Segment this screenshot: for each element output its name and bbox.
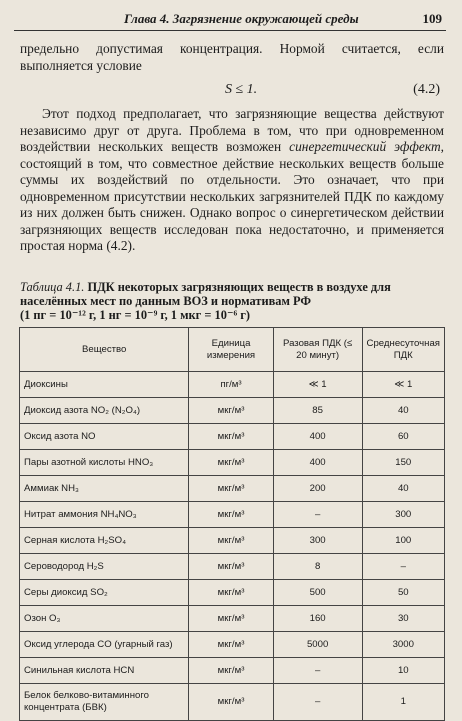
cell-single: 400 bbox=[273, 450, 362, 476]
cell-daily: 40 bbox=[362, 398, 444, 424]
cell-single: – bbox=[273, 658, 362, 684]
table-row bbox=[20, 502, 445, 528]
page-number: 109 bbox=[422, 11, 442, 26]
pdk-table bbox=[19, 327, 445, 721]
running-header bbox=[14, 8, 446, 31]
cell-daily: 150 bbox=[362, 450, 444, 476]
table-row bbox=[20, 606, 445, 632]
cell-single: 400 bbox=[273, 424, 362, 450]
cell-unit: пг/м³ bbox=[189, 372, 273, 398]
cell-unit: мкг/м³ bbox=[189, 476, 273, 502]
cell-single: 8 bbox=[273, 554, 362, 580]
table-row bbox=[20, 372, 445, 398]
table-row bbox=[20, 450, 445, 476]
cell-unit: мкг/м³ bbox=[189, 450, 273, 476]
cell-daily: 30 bbox=[362, 606, 444, 632]
cell-unit: мкг/м³ bbox=[189, 528, 273, 554]
cell-single: 85 bbox=[273, 398, 362, 424]
cell-daily: – bbox=[362, 554, 444, 580]
formula-4-2 bbox=[20, 82, 444, 100]
cell-substance: Белок белково-витаминного концентрата (БВК) bbox=[20, 684, 189, 721]
paragraph-1: предельно допустимая концентрация. Нормой считается, если выполняется условие bbox=[20, 41, 444, 73]
paragraph-2-end: , состоящий в том, что совместное действие нескольких веществ больше суммы их воздействий по отдельности. Это означает, что при одновременном присутствии нескольких загрязнителей ПДК по каждому из них должен быть снижен. Однако вопрос о синергетическом действии загрязняющих веществ исследован пока недостаточно, и применяется простая норма (4.2). bbox=[20, 139, 444, 253]
paragraph-2-start: Этот подход предполагает, что загрязняющие вещества действуют независимо друг от друга. Проблема в том, что при одновременном воздействии нескольких веществ возможен bbox=[20, 106, 444, 154]
cell-single: 160 bbox=[273, 606, 362, 632]
cell-substance: Синильная кислота HCN bbox=[20, 658, 189, 684]
cell-substance: Серная кислота H₂SO₄ bbox=[20, 528, 189, 554]
cell-substance: Озон O₃ bbox=[20, 606, 189, 632]
synergy-term: синергетический эффект bbox=[289, 139, 441, 154]
chapter-title: Глава 4. Загрязнение окружающей среды bbox=[124, 11, 359, 26]
cell-daily: 10 bbox=[362, 658, 444, 684]
cell-single: ≪ 1 bbox=[273, 372, 362, 398]
table-row bbox=[20, 580, 445, 606]
cell-substance: Аммиак NH₃ bbox=[20, 476, 189, 502]
units-note: (1 пг = 10⁻¹² г, 1 нг = 10⁻⁹ г, 1 мкг = 10⁻⁶ г) bbox=[20, 308, 251, 322]
table-row bbox=[20, 476, 445, 502]
cell-unit: мкг/м³ bbox=[189, 580, 273, 606]
cell-substance: Диоксины bbox=[20, 372, 189, 398]
formula-expression: S ≤ 1. bbox=[225, 82, 258, 97]
cell-daily: 300 bbox=[362, 502, 444, 528]
table-title: ПДК некоторых загрязняющих веществ в воздухе для населённых мест по данным ВОЗ и нормативам РФ bbox=[20, 280, 391, 308]
cell-unit: мкг/м³ bbox=[189, 502, 273, 528]
cell-unit: мкг/м³ bbox=[189, 632, 273, 658]
cell-unit: мкг/м³ bbox=[189, 424, 273, 450]
table-row bbox=[20, 684, 445, 721]
table-row bbox=[20, 424, 445, 450]
header-substance: Вещество bbox=[20, 328, 189, 372]
cell-daily: 50 bbox=[362, 580, 444, 606]
cell-daily: 100 bbox=[362, 528, 444, 554]
cell-substance: Диоксид азота NO₂ (N₂O₄) bbox=[20, 398, 189, 424]
table-row bbox=[20, 658, 445, 684]
cell-substance: Сероводород H₂S bbox=[20, 554, 189, 580]
cell-single: – bbox=[273, 502, 362, 528]
cell-unit: мкг/м³ bbox=[189, 658, 273, 684]
table-row bbox=[20, 398, 445, 424]
table-caption bbox=[20, 280, 448, 322]
cell-single: – bbox=[273, 684, 362, 721]
cell-daily: 3000 bbox=[362, 632, 444, 658]
table-row bbox=[20, 554, 445, 580]
cell-substance: Оксид азота NO bbox=[20, 424, 189, 450]
header-unit: Единица измерения bbox=[189, 328, 273, 372]
cell-daily: ≪ 1 bbox=[362, 372, 444, 398]
cell-unit: мкг/м³ bbox=[189, 398, 273, 424]
cell-substance: Нитрат аммония NH₄NO₃ bbox=[20, 502, 189, 528]
table-header-row bbox=[20, 328, 445, 372]
table-row bbox=[20, 632, 445, 658]
cell-substance: Оксид углерода CO (угарный газ) bbox=[20, 632, 189, 658]
cell-unit: мкг/м³ bbox=[189, 606, 273, 632]
cell-substance: Пары азотной кислоты HNO₃ bbox=[20, 450, 189, 476]
paragraph-2 bbox=[20, 106, 444, 255]
table-row bbox=[20, 528, 445, 554]
cell-substance: Серы диоксид SO₂ bbox=[20, 580, 189, 606]
cell-single: 500 bbox=[273, 580, 362, 606]
cell-unit: мкг/м³ bbox=[189, 684, 273, 721]
cell-daily: 1 bbox=[362, 684, 444, 721]
cell-daily: 40 bbox=[362, 476, 444, 502]
formula-number: (4.2) bbox=[413, 82, 440, 97]
cell-single: 200 bbox=[273, 476, 362, 502]
cell-unit: мкг/м³ bbox=[189, 554, 273, 580]
cell-daily: 60 bbox=[362, 424, 444, 450]
cell-single: 300 bbox=[273, 528, 362, 554]
header-daily-pdk: Среднесуточная ПДК bbox=[362, 328, 444, 372]
cell-single: 5000 bbox=[273, 632, 362, 658]
table-label: Таблица 4.1. bbox=[20, 280, 85, 294]
header-single-pdk: Разовая ПДК (≤ 20 минут) bbox=[273, 328, 362, 372]
